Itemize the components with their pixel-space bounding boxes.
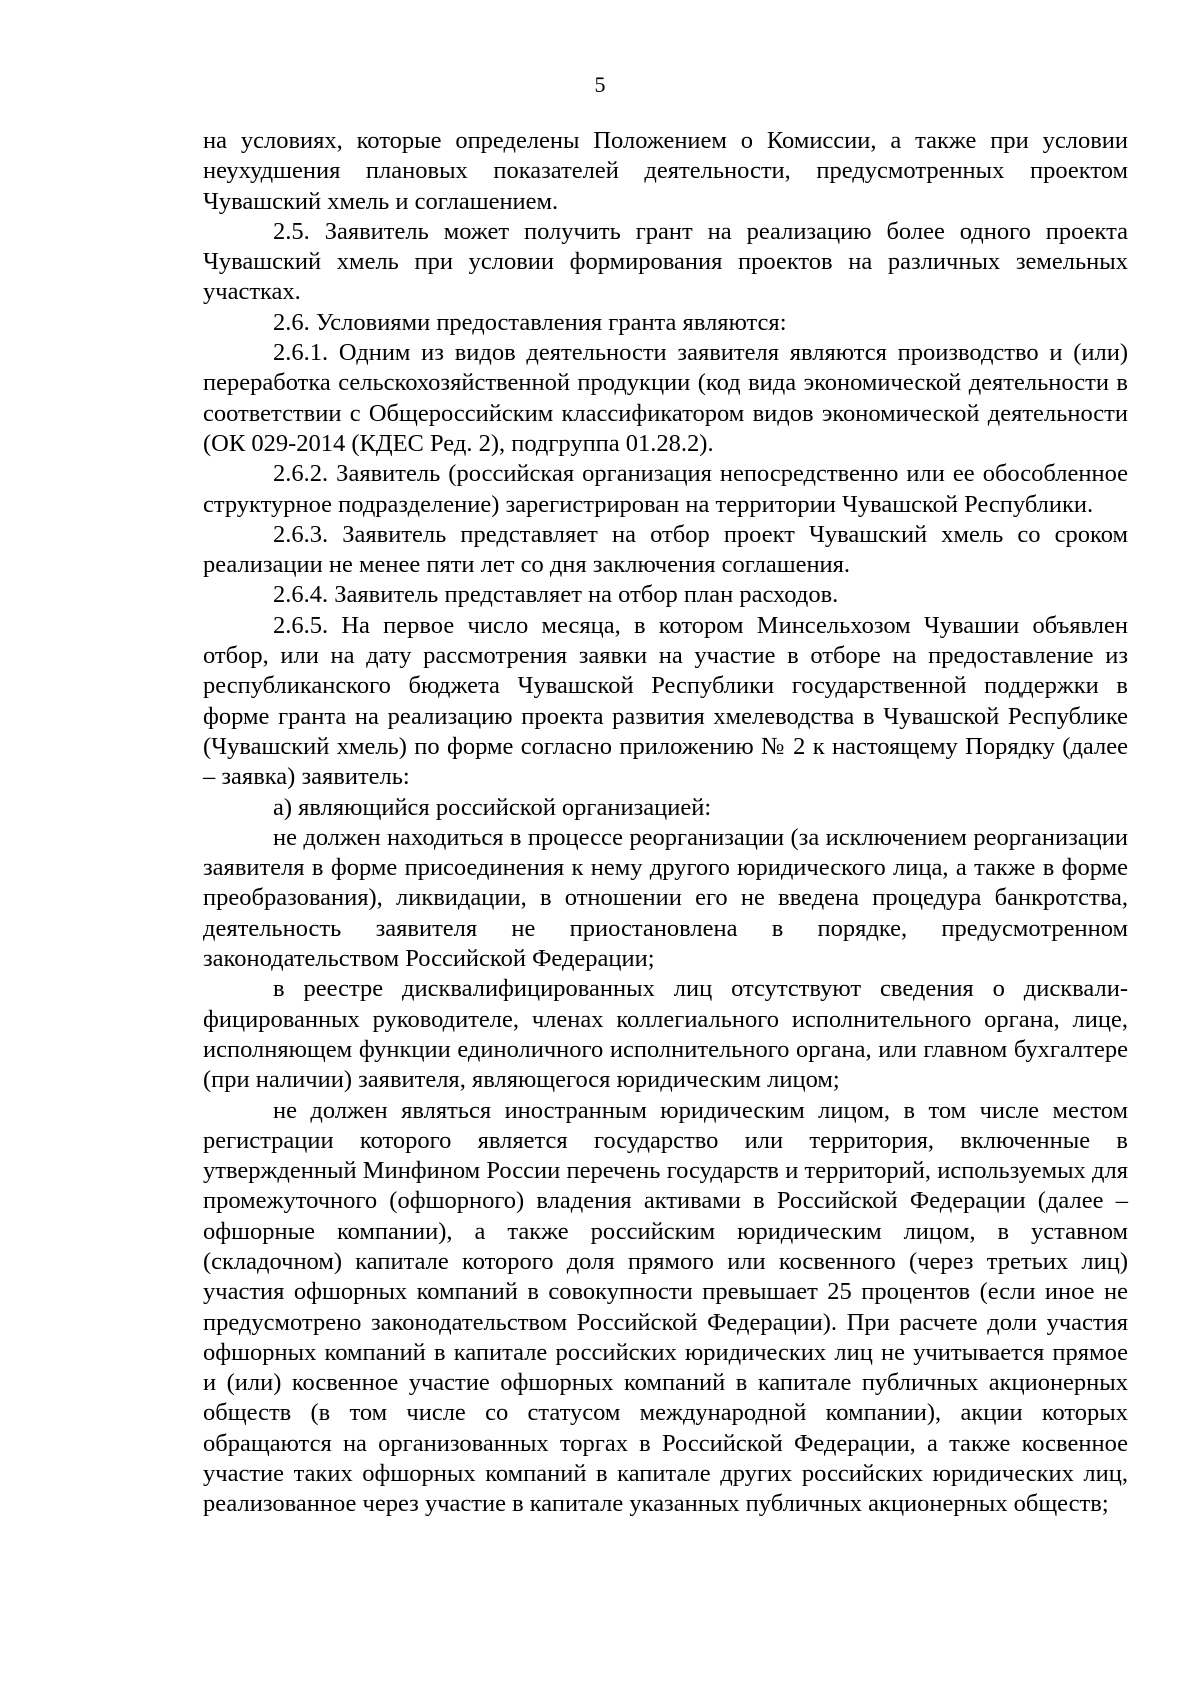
paragraph: 2.6.1. Одним из видов деятельности заявителя являются производство и (или) переработка сельскохозяйственной продукции (код вида экономической деятельности в соответствии с Общероссийским классификатором видов экономической деятельности (ОК 029-2014 (КДЕС Ред. 2), подгруппа 01.28.2). — [203, 339, 1128, 457]
paragraph: не должен находиться в процессе реорганизации (за исключением реорганизации заявителя в форме присоединения к нему другого юридического лица, а также в форме преобразования), ликвидации, в отношении его не введена процедура банкротства, деятельность заявителя не приостановлена в порядке, предусмотренном законодательством Российской Федерации; — [203, 823, 1128, 973]
paragraph: 2.6.4. Заявитель представляет на отбор план расходов. — [273, 581, 839, 609]
paragraph: 2.6. Условиями предоставления гранта являются: — [273, 308, 787, 336]
paragraph: 2.6.3. Заявитель представляет на отбор проект Чувашский хмель со сроком реализации не менее пяти лет со дня заключения соглашения. — [203, 520, 1128, 579]
paragraph: а) являющийся российской организацией: — [273, 793, 712, 821]
paragraph: 2.6.2. Заявитель (российская организация непосредственно или ее обособленное структурное подразделение) зарегистрирован на территории Чувашской Республики. — [203, 460, 1128, 518]
page-number: 5 — [594, 72, 606, 97]
document-body — [203, 126, 1128, 1520]
paragraph: 2.6.5. На первое число месяца, в котором Минсельхозом Чувашии объявлен отбор, или на дату рассмотрения заявки на участие в отборе на предоставление из республиканского бюджета Чувашской Республики государственной поддержки в форме гранта на реализацию проекта развития хмелеводства в Чувашской Республике (Чувашский хмель) по форме согласно приложению № 2 к настоящему Порядку (далее – заявка) заявитель: — [203, 611, 1128, 791]
paragraph: на условиях, которые определены Положением о Комиссии, а также при условии неухудшения плановых показателей деятельности, предусмотренных проектом Чувашский хмель и соглашением. — [203, 127, 1128, 215]
paragraph: в реестре дисквалифицированных лиц отсутствуют сведения о дисквалифицированных руководителе, членах коллегиального исполнительного органа, лице, исполняющем функции единоличного исполнительного органа, или главном бухгалтере (при наличии) заявителя, являющегося юридическим лицом; — [203, 975, 1128, 1094]
paragraph: не должен являться иностранным юридическим лицом, в том числе местом регистрации которого является государство или территория, включенные в утвержденный Минфином России перечень государств и территорий, используемых для промежуточного (офшорного) владения активами в Российской Федерации (далее – офшорные компании), а также российским юридическим лицом, в уставном (складочном) капитале которого доля прямого или косвенного (через третьих лиц) участия офшорных компаний в совокупности превышает 25 процентов (если иное не предусмотрено законодательством Российской Федерации). При расчете доли участия офшорных компаний в капитале российских юридических лиц не учитывается прямое и (или) косвенное участие офшорных компаний в капитале публичных акционерных обществ (в том числе со статусом международной компании), акции которых обращаются на организованных торгах в Российской Федерации, а также косвенное участие таких офшорных компаний в капитале других российских юридических лиц, реализованное через участие в капитале указанных публичных акционерных обществ; — [203, 1096, 1128, 1518]
paragraph: 2.5. Заявитель может получить грант на реализацию более одного проекта Чувашский хмель при условии формирования проектов на различных земельных участках. — [203, 217, 1128, 306]
